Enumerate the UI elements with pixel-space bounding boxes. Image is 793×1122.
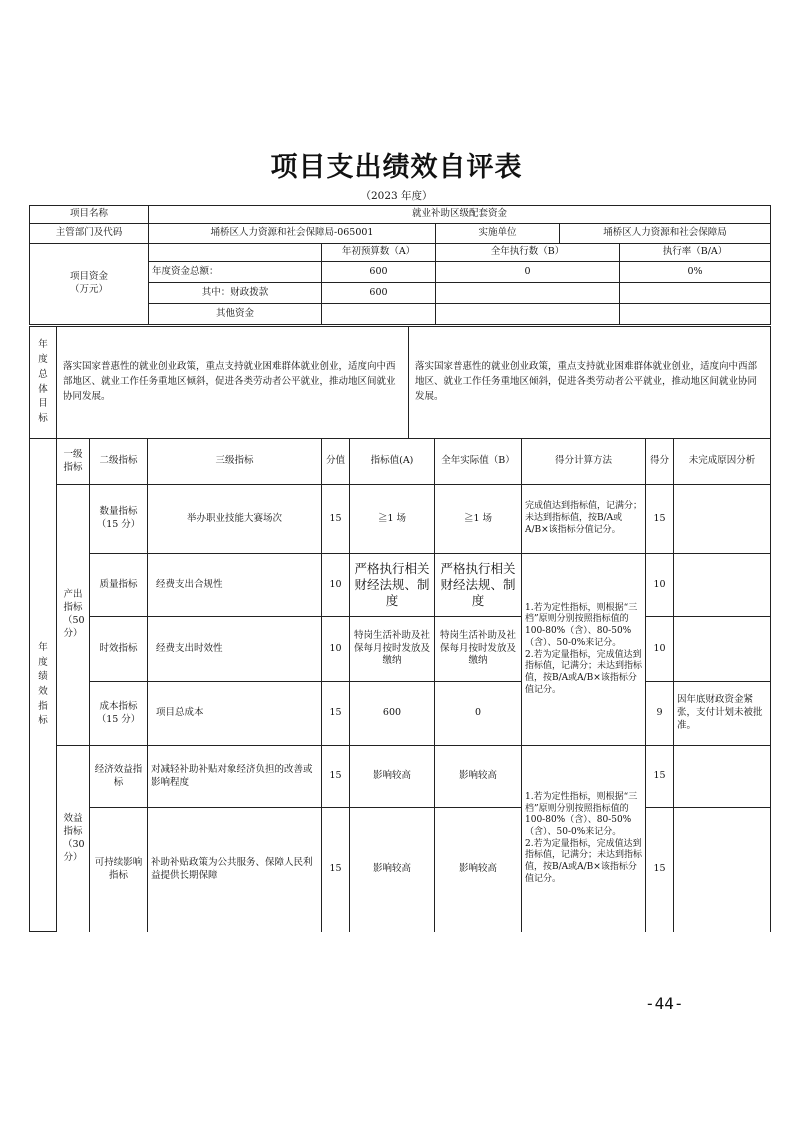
- annual-goal-table: [29, 326, 771, 439]
- row-actual: ≧1 场: [435, 485, 522, 554]
- row-level2: 质量指标: [90, 554, 148, 617]
- row-level3: 项目总成本: [148, 682, 322, 746]
- dept-label: 主管部门及代码: [30, 224, 149, 244]
- row-weight: 15: [322, 808, 350, 932]
- header-reason: 未完成原因分析: [674, 439, 771, 485]
- row-score: 10: [646, 617, 674, 682]
- row-reason: [674, 554, 771, 617]
- page-number: -44-: [645, 994, 684, 1013]
- header-level1: 一级指标: [57, 439, 90, 485]
- row-weight: 10: [322, 617, 350, 682]
- row-target: 影响较高: [350, 808, 435, 932]
- row-level2: 成本指标（15 分）: [90, 682, 148, 746]
- row-weight: 15: [322, 485, 350, 554]
- project-name: 就业补助区级配套资金: [149, 206, 771, 224]
- table-row: [30, 808, 771, 932]
- row-level3: 对减轻补助补贴对象经济负担的改善或影响程度: [148, 746, 322, 808]
- row-score: 15: [646, 485, 674, 554]
- output-method: 1.若为定性指标，则根据“三档”原则分别按照指标值的100-80%（含）、80-50%（含）、50-0%来记分。 2.若为定量指标，完成值达到指标值，记满分；未达到指标值，按B/A或A/B×该指标分值记分。: [522, 554, 646, 746]
- header-score: 得分: [646, 439, 674, 485]
- goal-right-text: 落实国家普惠性的就业创业政策，重点支持就业困难群体就业创业，适度向中西部地区、就业工作任务重地区倾斜，促进各类劳动者公平就业，推动地区间就业协同发展。: [409, 327, 771, 439]
- row-actual: 特岗生活补助及社保每月按时发放及缴纳: [435, 617, 522, 682]
- fiscal-funds-budget: 600: [322, 283, 436, 304]
- benefit-indicator-label: 效益指标（30分）: [57, 746, 90, 932]
- goal-left-text: 落实国家普惠性的就业创业政策，重点支持就业困难群体就业创业，适度向中西部地区、就业工作任务重地区倾斜，促进各类劳动者公平就业，推动地区间就业协同发展。: [57, 327, 409, 439]
- row-score: 10: [646, 554, 674, 617]
- table-row: [30, 554, 771, 617]
- row-level3: 经费支出合规性: [148, 554, 322, 617]
- funds-label-line2: （万元）: [69, 284, 108, 295]
- header-target: 指标值(A): [350, 439, 435, 485]
- row-reason: 因年底财政资金紧张，支付计划未被批准。: [674, 682, 771, 746]
- row-target: 特岗生活补助及社保每月按时发放及缴纳: [350, 617, 435, 682]
- other-funds-label: 其他资金: [149, 304, 322, 325]
- row-actual: 严格执行相关财经法规、制度: [435, 554, 522, 617]
- row-level3: 举办职业技能大赛场次: [148, 485, 322, 554]
- total-funds-label: 年度资金总额：: [149, 262, 322, 283]
- row-target: 600: [350, 682, 435, 746]
- funds-label: [30, 244, 149, 325]
- indicators-table: [29, 438, 771, 932]
- row-actual: 影响较高: [435, 808, 522, 932]
- row-actual: 影响较高: [435, 746, 522, 808]
- header-level3: 三级指标: [148, 439, 322, 485]
- row-weight: 10: [322, 554, 350, 617]
- row-reason: [674, 746, 771, 808]
- col-rate-header: 执行率（B/A）: [620, 244, 771, 262]
- funds-label-line1: 项目资金: [69, 271, 108, 283]
- benefit-method: 1.若为定性指标，则根据“三档”原则分别按照指标值的100-80%（含）、80-50%（含）、50-0%来记分。 2.若为定量指标，完成值达到指标值，记满分；未达到指标值，按B/A或A/B×该指标分值记分。: [522, 746, 646, 932]
- output-indicator-label: 产出指标（50分）: [57, 485, 90, 746]
- total-funds-exec: 0: [436, 262, 620, 283]
- page-title: 项目支出绩效自评表: [270, 152, 523, 183]
- impl-value: 埇桥区人力资源和社会保障局: [560, 224, 771, 244]
- row-level2: 经济效益指标: [90, 746, 148, 808]
- total-funds-budget: 600: [322, 262, 436, 283]
- header-level2: 二级指标: [90, 439, 148, 485]
- row-target: 严格执行相关财经法规、制度: [350, 554, 435, 617]
- row-level2: 时效指标: [90, 617, 148, 682]
- header-weight: 分值: [322, 439, 350, 485]
- fiscal-funds-label: 其中：财政拨款: [149, 283, 322, 304]
- row-level3: 补助补贴政策为公共服务、保障人民利益提供长期保障: [148, 808, 322, 932]
- table-row: [30, 617, 771, 682]
- total-funds-rate: 0%: [620, 262, 771, 283]
- row-actual: 0: [435, 682, 522, 746]
- header-actual: 全年实际值（B）: [435, 439, 522, 485]
- project-name-label: 项目名称: [30, 206, 149, 224]
- table-row: [30, 746, 771, 808]
- row-level3: 经费支出时效性: [148, 617, 322, 682]
- row-reason: [674, 617, 771, 682]
- row-score: 15: [646, 746, 674, 808]
- col-exec-header: 全年执行数（B）: [436, 244, 620, 262]
- project-info-table: [29, 205, 771, 325]
- row-level2: 数量指标（15 分）: [90, 485, 148, 554]
- row-method: 完成值达到指标值，记满分；未达到指标值，按B/A或A/B×该指标分值记分。: [522, 485, 646, 554]
- table-row: [30, 485, 771, 554]
- table-row: [30, 682, 771, 746]
- impl-label: 实施单位: [436, 224, 560, 244]
- row-score: 15: [646, 808, 674, 932]
- row-reason: [674, 485, 771, 554]
- header-method: 得分计算方法: [522, 439, 646, 485]
- col-budget-header: 年初预算数（A）: [322, 244, 436, 262]
- row-target: 影响较高: [350, 746, 435, 808]
- row-reason: [674, 808, 771, 932]
- row-score: 9: [646, 682, 674, 746]
- row-weight: 15: [322, 746, 350, 808]
- report-year: （2023 年度）: [360, 190, 433, 202]
- row-target: ≧1 场: [350, 485, 435, 554]
- goal-label: 年 度 总 体 目 标: [30, 327, 57, 439]
- row-level2: 可持续影响指标: [90, 808, 148, 932]
- row-weight: 15: [322, 682, 350, 746]
- indicators-section-label: 年 度 绩 效 指 标: [30, 439, 57, 932]
- dept-value: 埇桥区人力资源和社会保障局-065001: [149, 224, 436, 244]
